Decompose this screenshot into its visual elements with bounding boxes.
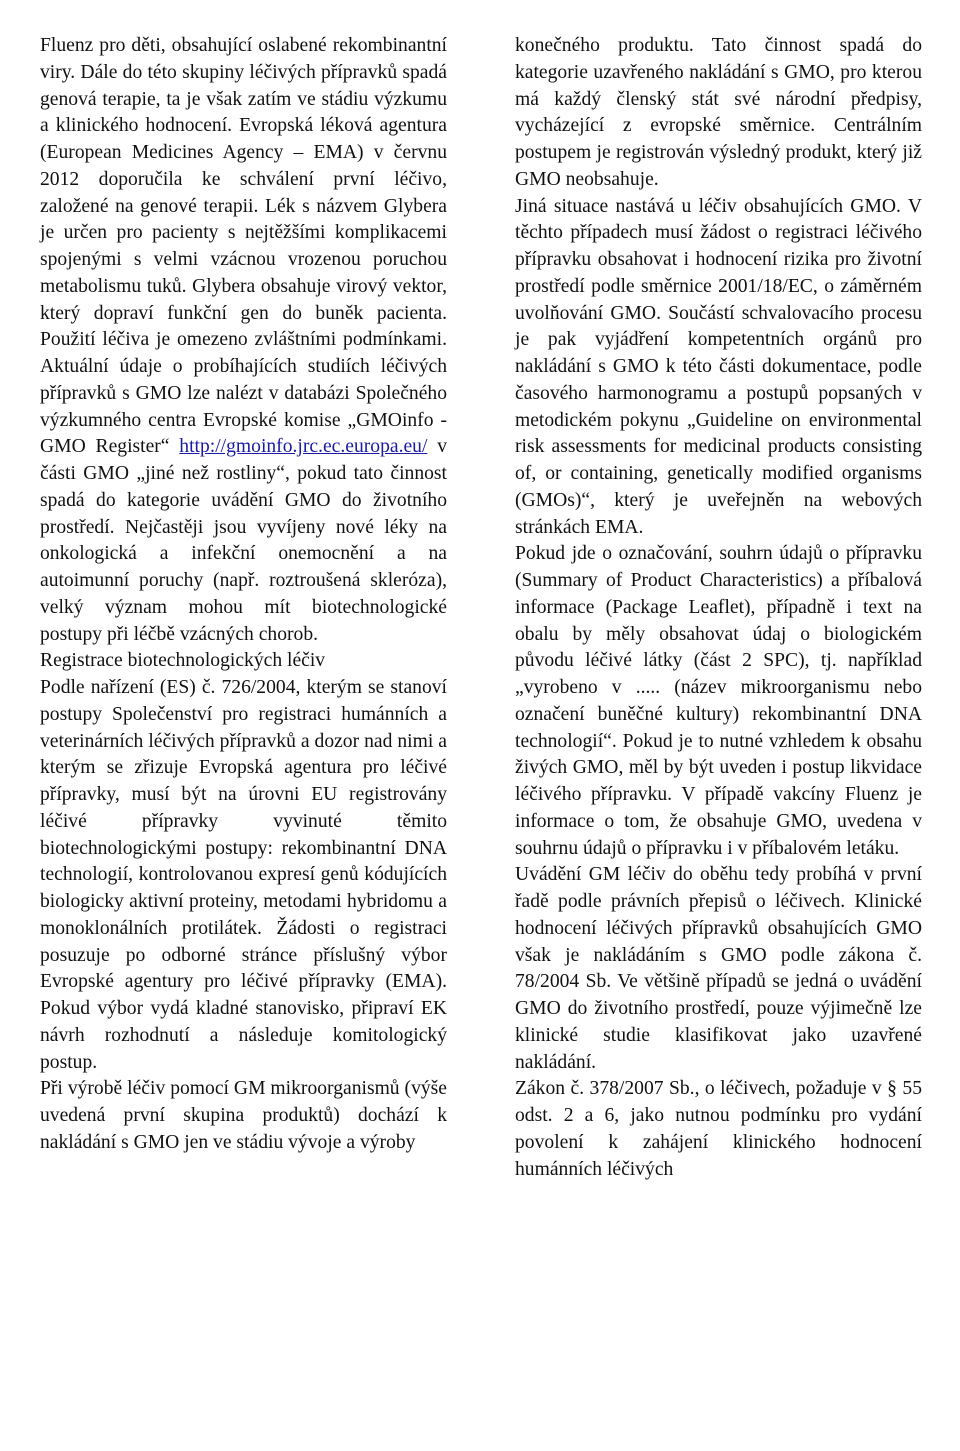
paragraph-regulation: Podle nařízení (ES) č. 726/2004, kterým se stanoví postupy Společenství pro registraci humánních a veterinárních léčivých přípravků a dozor nad nimi a kterým se zřizuje Evropská agentura pro léčivé přípravky, musí být na úrovni EU registrovány léčivé přípravky vyvinuté těmito biotechnologickými postupy: rekombinantní DNA technologií, kontrolovanou expresí genů kódujících biologicky aktivní proteiny, metodami hybridomu a monoklonálních protilátek. Žádosti o registraci posuzuje po odborné stránce příslušný výbor Evropské agentury pro léčivé přípravky (EMA). Pokud výbor vydá kladné stanovisko, připraví EK návrh rozhodnutí a následuje komitologický postup. [40, 677, 447, 1073]
paragraph-gene-therapy-text: Fluenz pro děti, obsahující oslabené rekombinantní viry. Dále do této skupiny léčivých přípravků spadá genová terapie, ta je však zatím ve stádiu výzkumu a klinického hodnocení. Evropská léková agentura (European Medicines Agency – EMA) v červnu 2012 doporučila ke schválení první léčivo, založené na genové terapii. Lék s názvem Glybera je určen pro pacienty s nejtěžšími komplikacemi spojenými s velmi vzácnou vrozenou poruchou metabolismu tuků. Glybera obsahuje virový vektor, který dopraví funkční gen do buněk pacienta. Použití léčiva je omezeno zvláštními podmínkami. Aktuální údaje o probíhajících studiích léčivých přípravků s GMO lze nalézt v databázi Společného výzkumného centra Evropské komise „GMOinfo - GMO Register“ [40, 35, 447, 458]
section-heading-registration: Registrace biotechnologických léčiv [40, 650, 326, 672]
paragraph-market: Uvádění GM léčiv do oběhu tedy probíhá v první řadě podle právních přepisů o léčivech. Klinické hodnocení léčivých přípravků obsahujících GMO však je nakládáním s GMO podle zákona č. 78/2004 Sb. Ve většině případů se jedná o uvádění GMO do životního prostředí, pouze výjimečně lze klinické studie klasifikovat jako uzavřené nakládání. [515, 864, 922, 1073]
paragraph-gmo-medicines: Jiná situace nastává u léčiv obsahujících GMO. V těchto případech musí žádost o registraci léčivého přípravku obsahovat i hodnocení rizika pro životní prostředí podle směrnice 2001/18/EC, o záměrném uvolňování GMO. Součástí schvalovacího procesu je pak vyjádření kompetentních orgánů pro nakládání s GMO k této části dokumentace, podle časového harmonogramu a postupů popsaných v metodickém pokynu „Guideline on environmental risk assessments for medicinal products consisting of, or containing, genetically modified organisms (GMOs)“, který je uveřejněn na webových stránkách EMA. [515, 195, 922, 538]
paragraph-gene-therapy [40, 33, 447, 648]
paragraph-production: Při výrobě léčiv pomocí GM mikroorganismů (výše uvedená první skupina produktů) dochází k nakládání s GMO jen ve stádiu vývoje a výroby [40, 1078, 447, 1153]
left-column [40, 33, 447, 1157]
gmoinfo-link[interactable]: http://gmoinfo.jrc.ec.europa.eu/ [179, 436, 428, 458]
paragraph-law: Zákon č. 378/2007 Sb., o léčivech, požaduje v § 55 odst. 2 a 6, jako nutnou podmínku pro vydání povolení k zahájení klinického hodnocení humánních léčivých [515, 1078, 922, 1180]
right-column [515, 33, 922, 1183]
paragraph-labelling: Pokud jde o označování, souhrn údajů o přípravku (Summary of Product Characteristics) a příbalová informace (Package Leaflet), případně i text na obalu by měly obsahovat údaj o biologickém původu léčivé látky (část 2 SPC), tj. například „vyrobeno v ..... (název mikroorganismu nebo označení buněčné kultury) rekombinantní DNA technologií“. Pokud je to nutné vzhledem k obsahu živých GMO, měl by být uveden i postup likvidace léčivého přípravku. V případě vakcíny Fluenz je informace o tom, že obsahuje GMO, uvedena v souhrnu údajů o přípravku i v příbalovém letáku. [515, 543, 922, 859]
paragraph-contained-use: konečného produktu. Tato činnost spadá do kategorie uzavřeného nakládání s GMO, pro kterou má každý členský stát své národní předpisy, vycházející z evropské směrnice. Centrálním postupem je registrován výsledný produkt, který již GMO neobsahuje. [515, 35, 922, 190]
paragraph-gene-therapy-continuation: v části GMO „jiné než rostliny“, pokud tato činnost spadá do kategorie uvádění GMO do životního prostředí. Nejčastěji jsou vyvíjeny nové léky na onkologická a infekční onemocnění a na autoimunní poruchy (např. roztroušená skleróza), velký význam mohou mít biotechnologické postupy při léčbě vzácných chorob. [40, 436, 447, 645]
